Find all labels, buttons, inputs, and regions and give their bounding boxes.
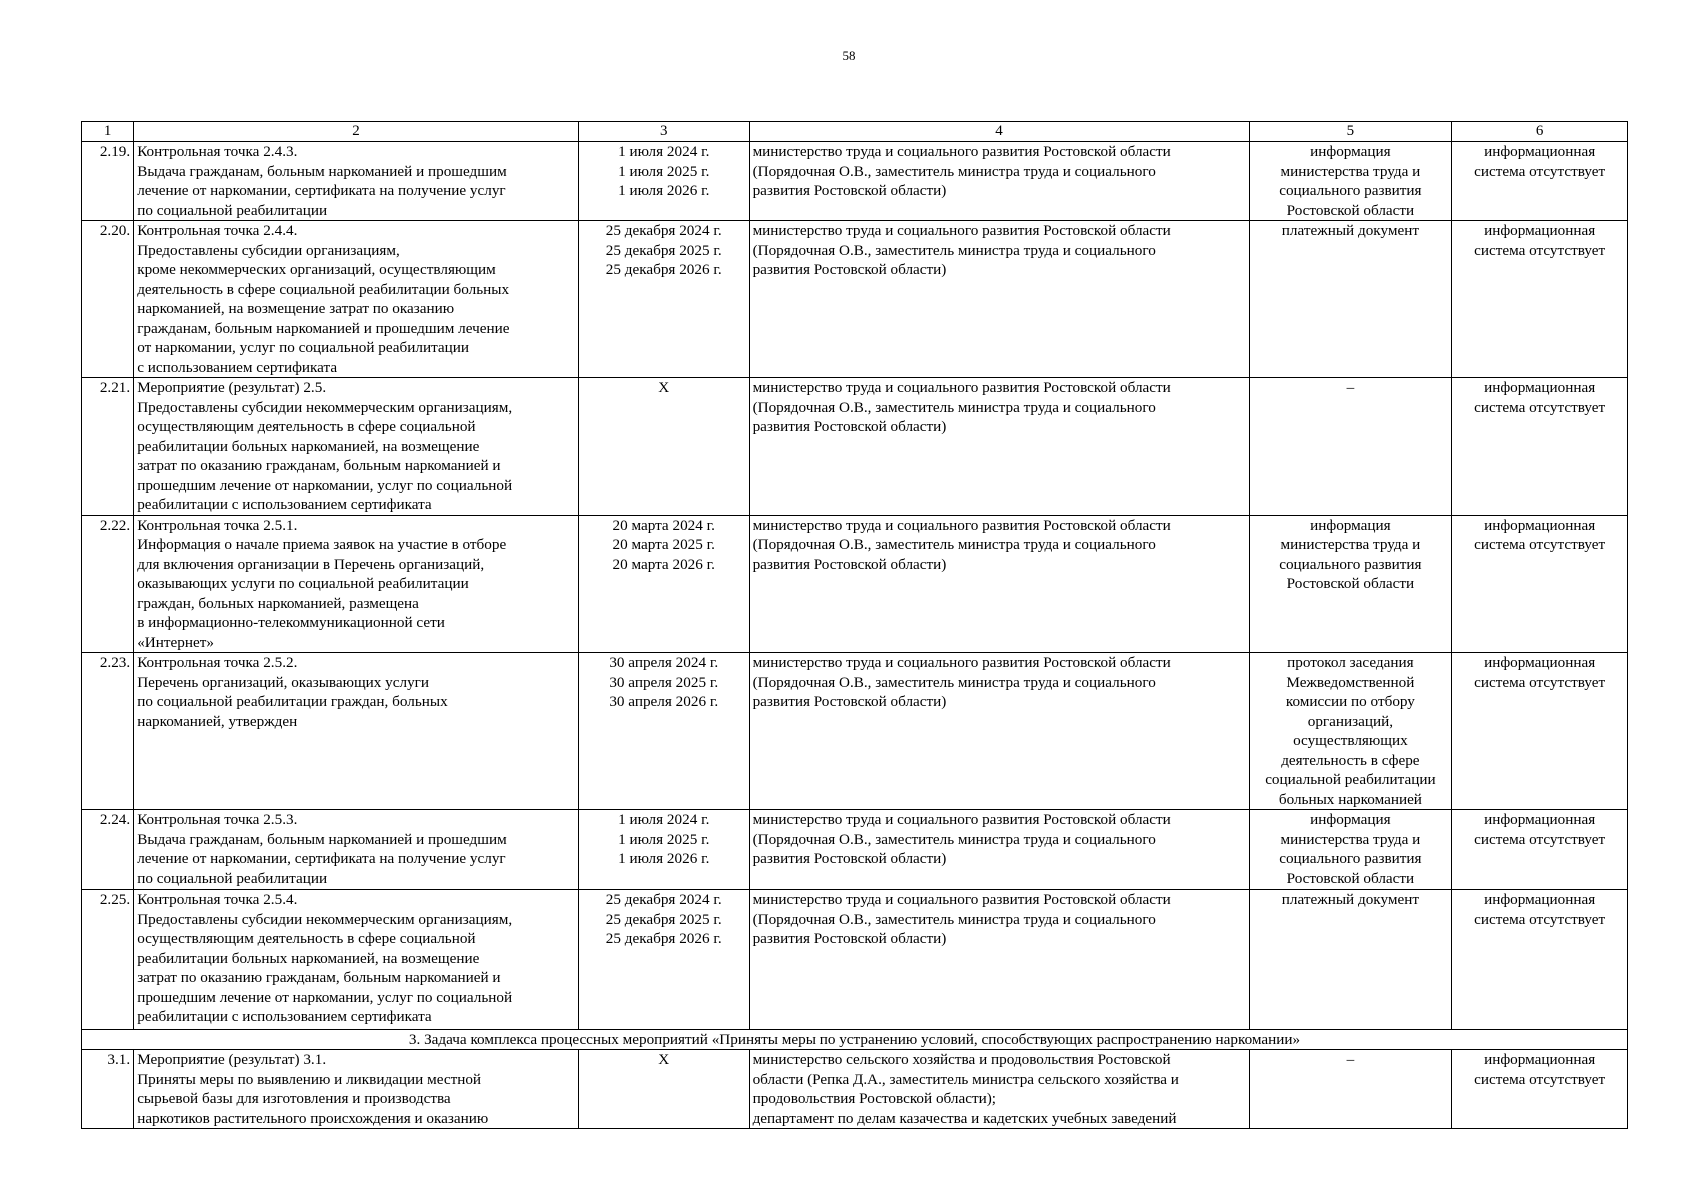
table-row — [82, 221, 1628, 378]
responsible-executor-cell — [749, 378, 1249, 516]
responsible-executor-line: (Порядочная О.В., заместитель министра труда и социального — [752, 830, 1156, 848]
responsible-executor-line: области (Репка Д.А., заместитель министра сельского хозяйства и — [752, 1070, 1179, 1088]
deadline-dates-line: 1 июля 2026 г. — [618, 182, 710, 199]
event-description-line: Предоставлены субсидии некоммерческим организациям, — [137, 398, 513, 416]
event-description-line: Предоставлены субсидии некоммерческим организациям, — [137, 910, 513, 928]
confirming-document-line: социального развития — [1279, 555, 1422, 573]
row-number-cell: 2.23. — [82, 653, 134, 810]
confirming-document-cell — [1249, 515, 1452, 653]
information-system-line: информационная — [1484, 891, 1596, 908]
information-system-line: система отсутствует — [1474, 673, 1606, 691]
responsible-executor-line: развития Ростовской области) — [752, 261, 947, 278]
deadline-dates-cell — [578, 653, 749, 810]
row-number-cell: 2.19. — [82, 142, 134, 221]
event-description-line: реабилитации с использованием сертификата — [137, 1008, 432, 1025]
header-row — [82, 122, 1628, 142]
event-description-line: сырьевой базы для изготовления и производства — [137, 1090, 451, 1107]
event-description-line: осуществляющим деятельность в сфере социальной — [137, 418, 476, 435]
responsible-executor-cell — [749, 890, 1249, 1030]
column-number-2: 2 — [134, 122, 579, 142]
responsible-executor-cell — [749, 1050, 1249, 1129]
event-description-cell — [134, 810, 579, 890]
event-description-line: деятельность в сфере социальной реабилитации больных — [137, 280, 510, 298]
confirming-document-line: информация — [1310, 811, 1391, 828]
event-description-cell — [134, 378, 579, 516]
row-number-cell: 2.20. — [82, 221, 134, 378]
event-description-line: реабилитации с использованием сертификата — [137, 496, 432, 513]
event-description-line: Контрольная точка 2.5.3. — [137, 811, 298, 828]
event-description-line: наркотиков растительного происхождения и оказанию — [137, 1109, 489, 1127]
confirming-document-line: – — [1346, 379, 1355, 396]
event-description-cell — [134, 1050, 579, 1129]
row-number-cell: 2.25. — [82, 890, 134, 1030]
event-description-cell — [134, 890, 579, 1030]
responsible-executor-line: (Порядочная О.В., заместитель министра труда и социального — [752, 536, 1156, 553]
event-description-line: в информационно-телекоммуникационной сети — [137, 614, 445, 631]
event-description-line: Контрольная точка 2.5.4. — [137, 891, 298, 908]
table-row — [82, 810, 1628, 890]
deadline-dates-line: 20 марта 2026 г. — [612, 555, 715, 573]
event-description-line: наркоманией, утвержден — [137, 712, 298, 730]
responsible-executor-line: министерство труда и социального развития Ростовской области — [752, 811, 1171, 828]
information-system-line: информационная — [1484, 143, 1596, 160]
confirming-document-cell — [1249, 378, 1452, 516]
confirming-document-line: министерства труда и — [1280, 830, 1421, 848]
column-number-4: 4 — [749, 122, 1249, 142]
deadline-dates-line: 30 апреля 2026 г. — [609, 693, 719, 710]
event-description-line: от наркомании, услуг по социальной реабилитации — [137, 339, 470, 356]
responsible-executor-line: министерство труда и социального развития Ростовской области — [752, 143, 1171, 160]
event-description-line: оказывающих услуги по социальной реабилитации — [137, 575, 469, 592]
responsible-executor-line: министерство труда и социального развития Ростовской области — [752, 516, 1171, 534]
information-system-line: система отсутствует — [1474, 241, 1606, 259]
information-system-line: система отсутствует — [1474, 1070, 1606, 1088]
confirming-document-line: Ростовской области — [1286, 575, 1415, 592]
event-description-line: по социальной реабилитации граждан, больных — [137, 693, 448, 710]
deadline-dates-cell — [578, 378, 749, 516]
deadline-dates-line: 1 июля 2025 г. — [618, 830, 710, 848]
confirming-document-line: платежный документ — [1281, 891, 1419, 908]
deadline-dates-cell — [578, 1050, 749, 1129]
event-description-line: Выдача гражданам, больным наркоманией и прошедшим — [137, 830, 507, 848]
confirming-document-line: министерства труда и — [1280, 162, 1421, 180]
responsible-executor-line: продовольствия Ростовской области); — [752, 1090, 996, 1107]
column-number-5: 5 — [1249, 122, 1452, 142]
event-description-line: «Интернет» — [137, 633, 214, 651]
confirming-document-line: комиссии по отбору — [1285, 693, 1415, 710]
responsible-executor-cell — [749, 810, 1249, 890]
event-description-line: затрат по оказанию гражданам, больным наркоманией и — [137, 969, 501, 986]
responsible-executor-line: (Порядочная О.В., заместитель министра труда и социального — [752, 162, 1156, 180]
confirming-document-line: Межведомственной — [1286, 673, 1415, 691]
deadline-dates-line: 20 марта 2025 г. — [612, 536, 715, 553]
information-system-cell — [1452, 1050, 1628, 1129]
confirming-document-line: Ростовской области — [1286, 869, 1415, 887]
table-row — [82, 515, 1628, 653]
responsible-executor-cell — [749, 221, 1249, 378]
event-description-line: лечение от наркомании, сертификата на получение услуг — [137, 850, 506, 867]
event-description-line: реабилитации больных наркоманией, на возмещение — [137, 437, 480, 455]
event-description-line: Мероприятие (результат) 3.1. — [137, 1051, 327, 1068]
confirming-document-line: организаций, — [1307, 712, 1394, 730]
responsible-executor-line: (Порядочная О.В., заместитель министра труда и социального — [752, 241, 1156, 259]
deadline-dates-cell — [578, 515, 749, 653]
confirming-document-cell — [1249, 810, 1452, 890]
responsible-executor-line: развития Ростовской области) — [752, 182, 947, 199]
confirming-document-line: социального развития — [1279, 850, 1422, 867]
column-number-3: 3 — [578, 122, 749, 142]
event-description-line: Приняты меры по выявлению и ликвидации местной — [137, 1070, 482, 1088]
deadline-dates-line: 25 декабря 2025 г. — [605, 241, 722, 259]
information-system-line: информационная — [1484, 654, 1596, 671]
confirming-document-line: министерства труда и — [1280, 536, 1421, 553]
confirming-document-line: Ростовской области — [1286, 201, 1415, 219]
event-description-line: Контрольная точка 2.5.1. — [137, 516, 298, 534]
information-system-line: система отсутствует — [1474, 398, 1606, 416]
confirming-document-line: больных наркоманией — [1278, 790, 1422, 808]
responsible-executor-line: департамент по делам казачества и кадетских учебных заведений — [752, 1109, 1177, 1127]
responsible-executor-line: развития Ростовской области) — [752, 930, 947, 947]
event-description-line: Информация о начале приема заявок на участие в отборе — [137, 536, 507, 553]
deadline-dates-cell — [578, 890, 749, 1030]
responsible-executor-line: развития Ростовской области) — [752, 418, 947, 435]
confirming-document-cell — [1249, 890, 1452, 1030]
event-description-line: лечение от наркомании, сертификата на получение услуг — [137, 182, 506, 199]
event-description-line: по социальной реабилитации — [137, 869, 328, 887]
information-system-line: информационная — [1484, 516, 1596, 534]
event-description-line: Контрольная точка 2.4.3. — [137, 143, 298, 160]
confirming-document-line: информация — [1310, 516, 1391, 534]
event-description-line: затрат по оказанию гражданам, больным наркоманией и — [137, 457, 501, 474]
event-description-line: по социальной реабилитации — [137, 201, 328, 219]
responsible-executor-cell — [749, 142, 1249, 221]
confirming-document-line: деятельность в сфере — [1281, 751, 1420, 769]
information-system-line: информационная — [1484, 1051, 1596, 1068]
responsible-executor-line: развития Ростовской области) — [752, 555, 947, 573]
event-description-line: для включения организации в Перечень организаций, — [137, 555, 485, 573]
event-description-cell — [134, 653, 579, 810]
responsible-executor-line: (Порядочная О.В., заместитель министра труда и социального — [752, 673, 1156, 691]
table-row — [82, 378, 1628, 516]
deadline-dates-line: 25 декабря 2024 г. — [605, 222, 722, 239]
event-description-line: кроме некоммерческих организаций, осуществляющим — [137, 261, 496, 278]
event-description-line: Мероприятие (результат) 2.5. — [137, 379, 327, 396]
deadline-dates-line: 25 декабря 2026 г. — [605, 261, 722, 278]
confirming-document-line: – — [1346, 1051, 1355, 1068]
information-system-cell — [1452, 221, 1628, 378]
responsible-executor-line: министерство труда и социального развития Ростовской области — [752, 891, 1171, 908]
responsible-executor-line: министерство сельского хозяйства и продовольствия Ростовской — [752, 1051, 1171, 1068]
event-description-line: Выдача гражданам, больным наркоманией и прошедшим — [137, 162, 507, 180]
event-description-line: Контрольная точка 2.4.4. — [137, 222, 298, 239]
deadline-dates-cell — [578, 142, 749, 221]
event-description-cell — [134, 221, 579, 378]
event-description-line: прошедшим лечение от наркомании, услуг по социальной — [137, 476, 513, 494]
table-header — [82, 122, 1628, 142]
responsible-executor-cell — [749, 515, 1249, 653]
information-system-cell — [1452, 810, 1628, 890]
page-number: 58 — [842, 48, 856, 63]
confirming-document-line: платежный документ — [1281, 222, 1419, 239]
deadline-dates-line: 1 июля 2024 г. — [618, 143, 710, 160]
information-system-line: система отсутствует — [1474, 830, 1606, 848]
information-system-cell — [1452, 653, 1628, 810]
responsible-executor-cell — [749, 653, 1249, 810]
deadline-dates-line: 30 апреля 2025 г. — [609, 673, 719, 691]
row-number-cell: 3.1. — [82, 1050, 134, 1129]
deadline-dates-line: 25 декабря 2025 г. — [605, 910, 722, 928]
section-title: 3. Задача комплекса процессных мероприятий «Приняты меры по устранению условий, способствующих распространению наркомании» — [82, 1030, 1628, 1050]
column-number-1: 1 — [82, 122, 134, 142]
confirming-document-line: информация — [1310, 143, 1391, 160]
responsible-executor-line: развития Ростовской области) — [752, 693, 947, 710]
row-number-cell: 2.24. — [82, 810, 134, 890]
event-description-line: наркоманией, на возмещение затрат по оказанию — [137, 300, 455, 317]
information-system-cell — [1452, 142, 1628, 221]
deadline-dates-line: 25 декабря 2024 г. — [605, 891, 722, 908]
confirming-document-cell — [1249, 653, 1452, 810]
responsible-executor-line: развития Ростовской области) — [752, 850, 947, 867]
deadline-dates-cell — [578, 810, 749, 890]
table-row — [82, 653, 1628, 810]
responsible-executor-line: (Порядочная О.В., заместитель министра труда и социального — [752, 910, 1156, 928]
table-row — [82, 1050, 1628, 1129]
deadline-dates-line: Х — [658, 1051, 670, 1068]
table-row — [82, 890, 1628, 1030]
table-row — [82, 142, 1628, 221]
event-description-line: с использованием сертификата — [137, 358, 338, 376]
event-description-cell — [134, 142, 579, 221]
event-description-line: граждан, больных наркоманией, размещена — [137, 594, 419, 612]
deadline-dates-line: 1 июля 2024 г. — [618, 811, 710, 828]
deadline-dates-line: 30 апреля 2024 г. — [609, 654, 719, 671]
event-description-line: Предоставлены субсидии организациям, — [137, 241, 400, 259]
responsible-executor-line: министерство труда и социального развития Ростовской области — [752, 379, 1171, 396]
deadline-dates-line: 1 июля 2026 г. — [618, 850, 710, 867]
information-system-line: система отсутствует — [1474, 536, 1606, 553]
event-description-line: реабилитации больных наркоманией, на возмещение — [137, 949, 480, 967]
event-description-line: гражданам, больным наркоманией и прошедшим лечение — [137, 319, 510, 337]
information-system-cell — [1452, 515, 1628, 653]
information-system-line: система отсутствует — [1474, 162, 1606, 180]
confirming-document-cell — [1249, 1050, 1452, 1129]
table-body — [82, 142, 1628, 1129]
column-number-6: 6 — [1452, 122, 1628, 142]
information-system-cell — [1452, 378, 1628, 516]
confirming-document-line: осуществляющих — [1293, 732, 1408, 749]
information-system-line: информационная — [1484, 222, 1596, 239]
event-description-line: Перечень организаций, оказывающих услуги — [137, 673, 430, 691]
deadline-dates-line: 20 марта 2024 г. — [612, 516, 715, 534]
deadline-dates-line: 1 июля 2025 г. — [618, 162, 710, 180]
confirming-document-cell — [1249, 142, 1452, 221]
event-description-cell — [134, 515, 579, 653]
information-system-cell — [1452, 890, 1628, 1030]
deadline-dates-line: 25 декабря 2026 г. — [605, 930, 722, 947]
information-system-line: информационная — [1484, 379, 1596, 396]
event-description-line: осуществляющим деятельность в сфере социальной — [137, 930, 476, 947]
confirming-document-line: протокол заседания — [1287, 654, 1414, 671]
plan-table — [81, 121, 1628, 1129]
responsible-executor-line: министерство труда и социального развития Ростовской области — [752, 654, 1171, 671]
responsible-executor-line: министерство труда и социального развития Ростовской области — [752, 222, 1171, 239]
deadline-dates-line: Х — [658, 379, 670, 396]
information-system-line: информационная — [1484, 811, 1596, 828]
responsible-executor-line: (Порядочная О.В., заместитель министра труда и социального — [752, 398, 1156, 416]
confirming-document-cell — [1249, 221, 1452, 378]
row-number-cell: 2.22. — [82, 515, 134, 653]
event-description-line: Контрольная точка 2.5.2. — [137, 654, 298, 671]
confirming-document-line: социального развития — [1279, 182, 1422, 199]
deadline-dates-cell — [578, 221, 749, 378]
row-number-cell: 2.21. — [82, 378, 134, 516]
section-heading-row — [82, 1030, 1628, 1050]
event-description-line: прошедшим лечение от наркомании, услуг по социальной — [137, 988, 513, 1006]
information-system-line: система отсутствует — [1474, 910, 1606, 928]
confirming-document-line: социальной реабилитации — [1265, 771, 1436, 788]
